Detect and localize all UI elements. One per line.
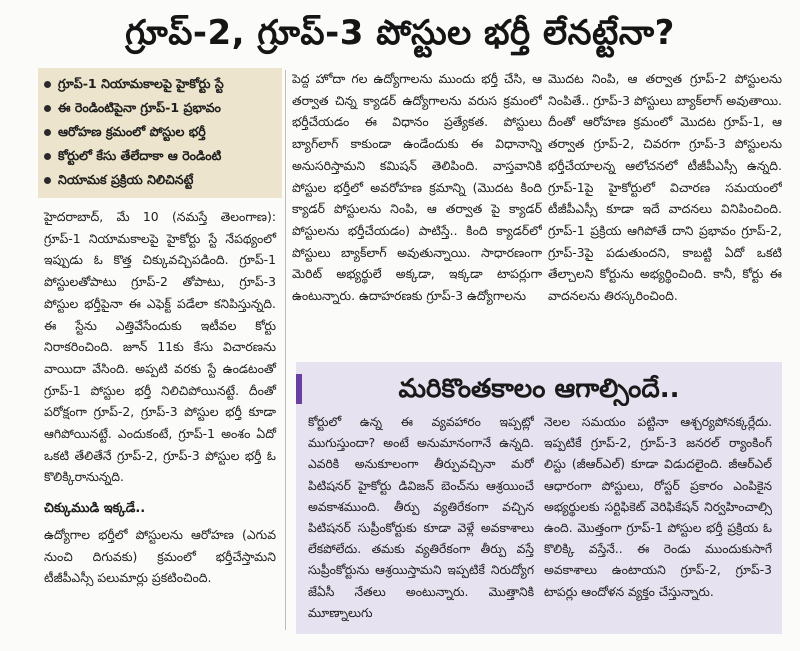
article-paragraph: పెద్ద హోదా గల ఉద్యోగాలను ముందు భర్తీ చేసి, ఆ తర్వాత చిన్న క్యాడర్ ఉద్యోగాలను వరుస క్రమంలో భర్తీచేయడం ఈ విధానం ప్రత్యేకత. పోస్టులు బ్యాగ్‌లాగ్ కాకుండా ఉండేందుకు ఈ విధానాన్ని అనుసరిస్తామని కమిషన్ తెలిపింది. వాస్తవానికి పోస్టుల భర్తీలో అవరోహణ క్రమాన్ని (మొదట కింది క్యాడర్ పోస్టులను నింపి, ఆ తర్వాత పై క్యాడర్ పోస్టులను భర్తీచేయడం) పాటిస్తే.. కింది క్యాడర్‌లో పోస్టులు బ్యాక్‌లాగ్ అవుతున్నాయి. సాధారణంగా మెరిట్ అభ్యర్థులే అక్కడా, ఇక్కడా టాపర్లుగా ఉంటున్నారు. ఉదాహరణకు గ్రూప్-3 ఉద్యోగాలను [292,71,542,304]
highlight-item: నియామక ప్రక్రియ నిలిచినట్టే [44,168,276,192]
highlight-item: గ్రూప్-1 నియామకాలపై హైకోర్టు స్టే [44,72,276,96]
highlight-item: ఆరోహణ క్రమంలో పోస్టుల భర్తీ [44,120,276,144]
box-paragraph: నెలల సమయం పట్టినా ఆశ్చర్యపోనక్కర్లేదు. ఇప్పటికే గ్రూప్-2, గ్రూప్-3 జనరల్ ర్యాంకింగ్ లిస్టు (జీఆర్‌ఎల్) కూడా విడుదలైంది. జీఆర్‌ఎల్ ఆధారంగా పోస్టులు, రోస్టర్ ప్రకారం ఎంపికైన అభ్యర్థులకు సర్టిఫికెట్ వెరిఫికేషన్ నిర్వహించాల్సి ఉంది. మొత్తంగా గ్రూప్-1 పోస్టుల భర్తీ ప్రక్రియ ఓ కొలిక్కి వస్తేనే.. ఈ రెండు ముందుకుసాగే అవకాశాలు ఉంటాయని గ్రూప్-2, గ్రూప్-3 టాపర్లు ఆందోళన వ్యక్తం చేస్తున్నారు. [544,415,772,599]
article-paragraph: మొదట నింపి, ఆ తర్వాత గ్రూప్-2 పోస్టులను నింపితే.. గ్రూప్-3 పోస్టులు బ్యాక్‌లాగ్ అవుతాయి. దీంతో ఆరోహణ క్రమంలో మొదట గ్రూప్-1, ఆ తర్వాత గ్రూప్-2, చివరగా గ్రూప్-3 పోస్టులను భర్తీచేయాలన్న ఆలోచనలో టీజీపీఎస్సీ ఉన్నది. గ్రూప్-1పై హైకోర్టులో విచారణ సమయంలో టీజీపీఎస్సీ కూడా ఇదే వాదనలు వినిపించింది. గ్రూప్-1 ప్రక్రియ ఆగిపోతే దాని ప్రభావం గ్రూప్-2, గ్రూప్-3పై పడుతుందని, కాబట్టి ఏదో ఒకటి తేల్చాలని కోర్టును అభ్యర్థించింది. కానీ, కోర్టు ఈ వాదనలను తిరస్కరించింది. [548,71,782,304]
sidebar-box [296,362,782,634]
headline: గ్రూప్-2, గ్రూప్-3 పోస్టుల భర్తీ లేనట్టేనా? [125,13,675,53]
box-column-1 [308,412,534,627]
article-paragraph: ఉద్యోగాల భర్తీలో పోస్టులను ఆరోహణ (ఎగువ నుంచి దిగువకు) క్రమంలో భర్తీచేస్తామని టీజీపీఎస్సీ పలుమార్లు ప్రకటించింది. [44,526,276,586]
box-title: మరికొంతకాలం ఆగాల్సిందే.. [398,374,680,404]
article-paragraph: హైదరాబాద్, మే 10 (నమస్తే తెలంగాణ): గ్రూప్-1 నియామకాలపై హైకోర్టు స్టే నేపథ్యంలో ఇప్పుడు ఓ కొత్త చిక్కువచ్చిపడింది. గ్రూప్-1 పోస్టులతోపాటు గ్రూప్-2 తోపాటు, గ్రూప్-3 పోస్టుల భర్తీపైనా ఈ ఎఫెక్ట్ పడేలా కనిపిస్తున్నది. ఈ స్టేను ఎత్తివేసేందుకు ఇటీవల కోర్టు నిరాకరించింది. జూన్ 11కు కేసు విచారణను వాయిదా వేసింది. అప్పటి వరకు స్టే ఉండటంతో గ్రూప్-1 పోస్టుల భర్తీ నిలిచిపోయినట్టే. దీంతో పరోక్షంగా గ్రూప్-2, గ్రూప్-3 పోస్టుల భర్తీ కూడా ఆగిపోయినట్టే. ఎందుకంటే, గ్రూప్-1 అంశం ఏదో ఒకటి తేలితేనే గ్రూప్-2, గ్రూప్-3 పోస్టుల భర్తీ ఓ కొలిక్కిరానున్నది. [44,209,276,485]
column-divider [285,70,286,630]
subheading: చిక్కుముడి ఇక్కడే.. [44,501,146,517]
highlight-item: ఈ రెండింటిపైనా గ్రూప్-1 ప్రభావం [44,96,276,120]
left-column [44,68,276,589]
box-paragraph: కోర్టులో ఉన్న ఈ వ్యవహారం ఇప్పట్లో ముగుస్తుందా? అంటే అనుమానంగానే ఉన్నది. ఎవరికి అనుకూలంగా తీర్పువచ్చినా మరో పిటిషనర్ హైకోర్టు డివిజన్ బెంచ్‌ను ఆశ్రయించే అవకాశముంది. తీర్పు వ్యతిరేకంగా వచ్చిన పిటిషనర్ సుప్రీంకోర్టుకు కూడా వెళ్లే అవకాశాలు లేకపోలేదు. తమకు వ్యతిరేకంగా తీర్పు వస్తే సుప్రీంకోర్టును ఆశ్రయిస్తామని ఇప్పటికే నిరుద్యోగ జేఏసీ నేతలు అంటున్నారు. మొత్తానికి మూణ్నాలుగు [308,415,534,620]
middle-column [292,68,542,358]
highlights-box [38,68,282,198]
box-column-2 [544,412,772,627]
right-column [548,68,782,358]
highlight-item: కోర్టులో కేసు తేలేదాకా ఆ రెండింటి [44,144,276,168]
